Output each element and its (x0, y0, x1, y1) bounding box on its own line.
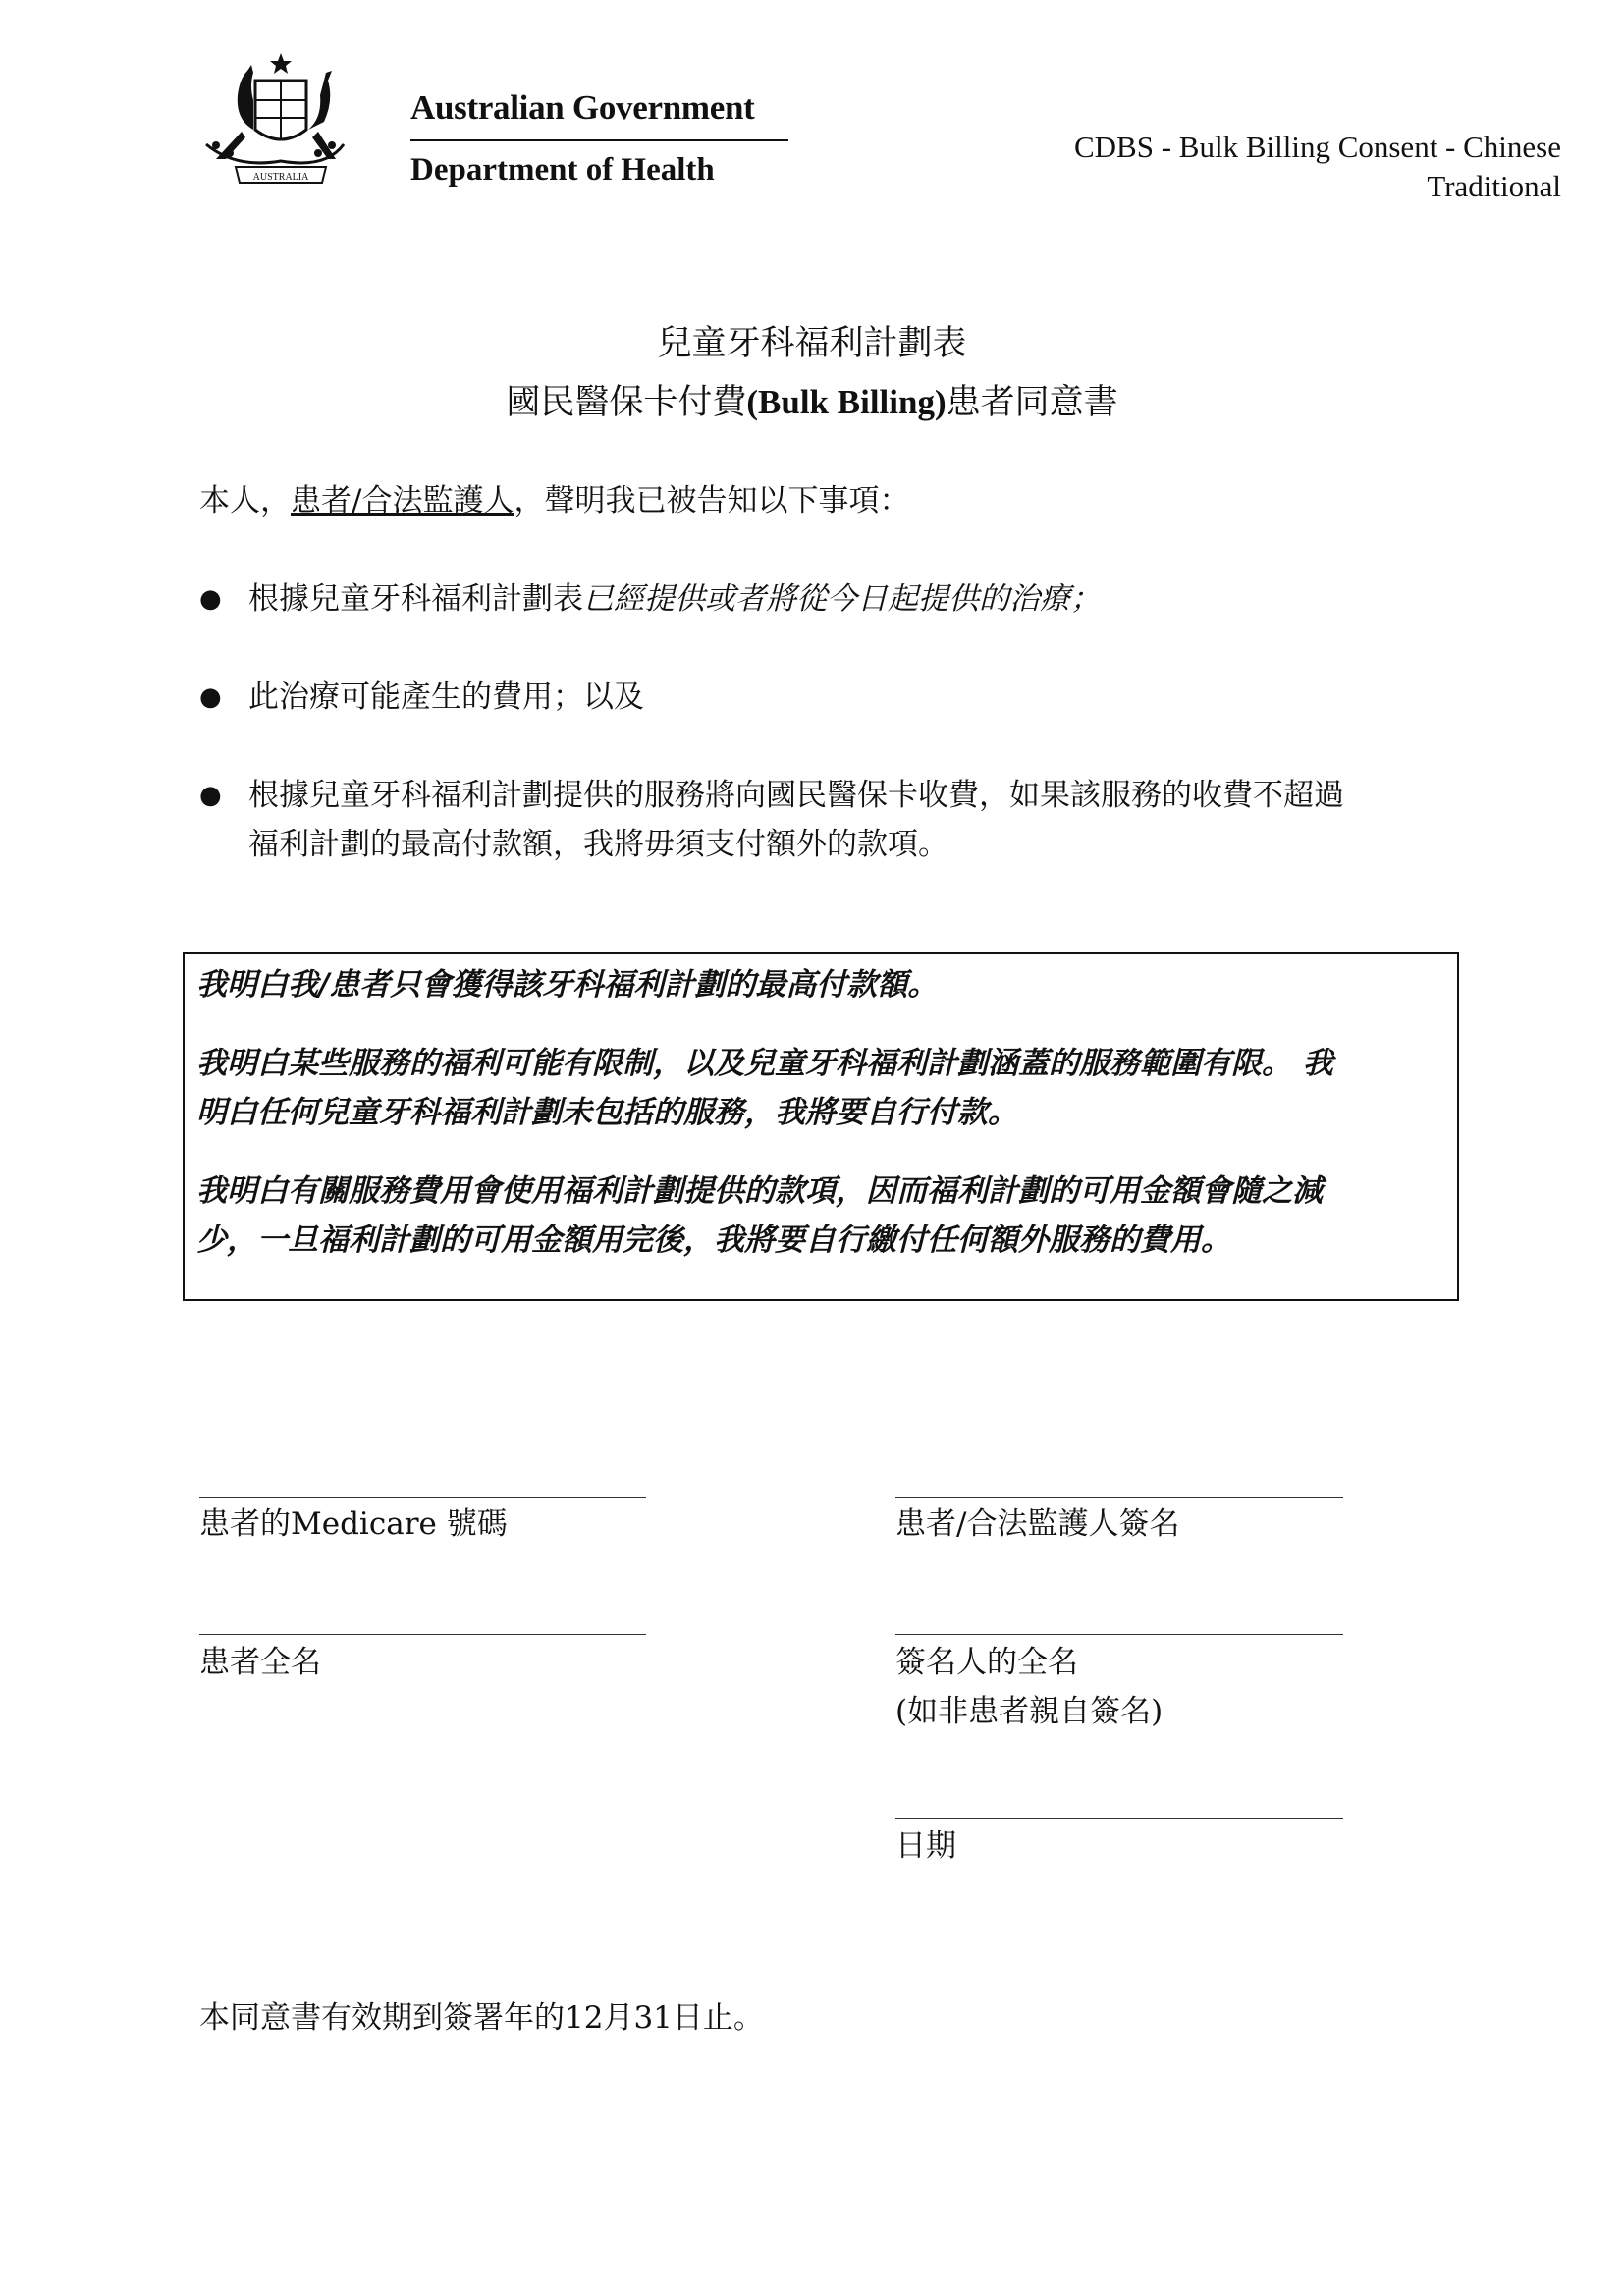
subtitle-suffix: 患者同意書 (946, 383, 1118, 422)
subtitle-prefix: 國民醫保卡付費 (506, 383, 747, 422)
declaration-intro (199, 476, 909, 525)
form-code-line2: Traditional (1427, 169, 1561, 203)
acknowledgement-3 (196, 1167, 1445, 1265)
acknowledgement-2 (196, 1039, 1445, 1137)
acknowledgement-3-line2: 少，一旦福利計劃的可用金額用完後，我將要自行繳付任何額外服務的費用。 (196, 1223, 1231, 1258)
intro-underlined: 患者/合法監護人 (291, 483, 514, 518)
bullet-item-treatment (199, 574, 1476, 624)
bullet-1-plain: 根據兒童牙科福利計劃表 (248, 581, 583, 617)
form-code (972, 128, 1561, 206)
bullet-icon: ● (199, 682, 222, 712)
intro-suffix: ，聲明我已被告知以下事項： (514, 483, 910, 518)
acknowledgement-1: 我明白我/患者只會獲得該牙科福利計劃的最高付款額。 (196, 967, 939, 1003)
department-name: Department of Health (410, 152, 715, 188)
subtitle-bold: (Bulk Billing) (746, 383, 947, 421)
date-field[interactable] (895, 1818, 1343, 1819)
form-title: 兒童牙科福利計劃表 (657, 324, 967, 363)
signer-full-name-label (895, 1638, 1163, 1736)
signature-label: 患者/合法監護人簽名 (895, 1506, 1180, 1542)
bullet-2-text: 此治療可能產生的費用；以及 (248, 680, 644, 715)
patient-full-name-label: 患者全名 (199, 1645, 321, 1680)
validity-note: 本同意書有效期到簽署年的12月31日止。 (199, 2000, 764, 2036)
bullet-item-costs (199, 673, 1476, 722)
acknowledgement-box (183, 952, 1459, 1301)
acknowledgement-3-line1: 我明白有關服務費用會使用福利計劃提供的款項，因而福利計劃的可用金額會隨之減 (196, 1173, 1323, 1209)
intro-prefix: 本人， (199, 483, 291, 518)
signature-field[interactable] (895, 1497, 1343, 1498)
acknowledgement-2-line2: 明白任何兒童牙科福利計劃未包括的服務，我將要自行付款。 (196, 1095, 1018, 1130)
signer-label-line1: 簽名人的全名 (895, 1645, 1078, 1680)
bullet-3-line2: 福利計劃的最高付款額，我將毋須支付額外的款項。 (248, 827, 948, 862)
acknowledgement-2-line1: 我明白某些服務的福利可能有限制，以及兒童牙科福利計劃涵蓋的服務範圍有限。 我 (196, 1046, 1333, 1081)
bullet-icon: ● (199, 781, 222, 810)
patient-full-name-field[interactable] (199, 1634, 646, 1635)
date-label: 日期 (895, 1828, 956, 1864)
bullet-3-line1: 根據兒童牙科福利計劃提供的服務將向國民醫保卡收費，如果該服務的收費不超過 (248, 778, 1344, 813)
signer-label-line2: (如非患者親自簽名) (895, 1694, 1164, 1729)
medicare-number-field[interactable] (199, 1497, 646, 1498)
form-code-line1: CDBS - Bulk Billing Consent - Chinese (1073, 130, 1561, 164)
signer-full-name-field[interactable] (895, 1634, 1343, 1635)
bullet-1-italic: 已經提供或者將從今日起提供的治療； (583, 581, 1101, 617)
header-divider (410, 139, 788, 141)
crest-scroll-text: AUSTRALIA (252, 172, 309, 183)
coat-of-arms-icon (196, 51, 353, 189)
form-subtitle (0, 375, 1624, 424)
government-name: Australian Government (410, 88, 755, 127)
bullet-icon: ● (199, 584, 222, 614)
medicare-number-label: 患者的Medicare 號碼 (199, 1506, 508, 1542)
bullet-item-billing (199, 771, 1476, 869)
